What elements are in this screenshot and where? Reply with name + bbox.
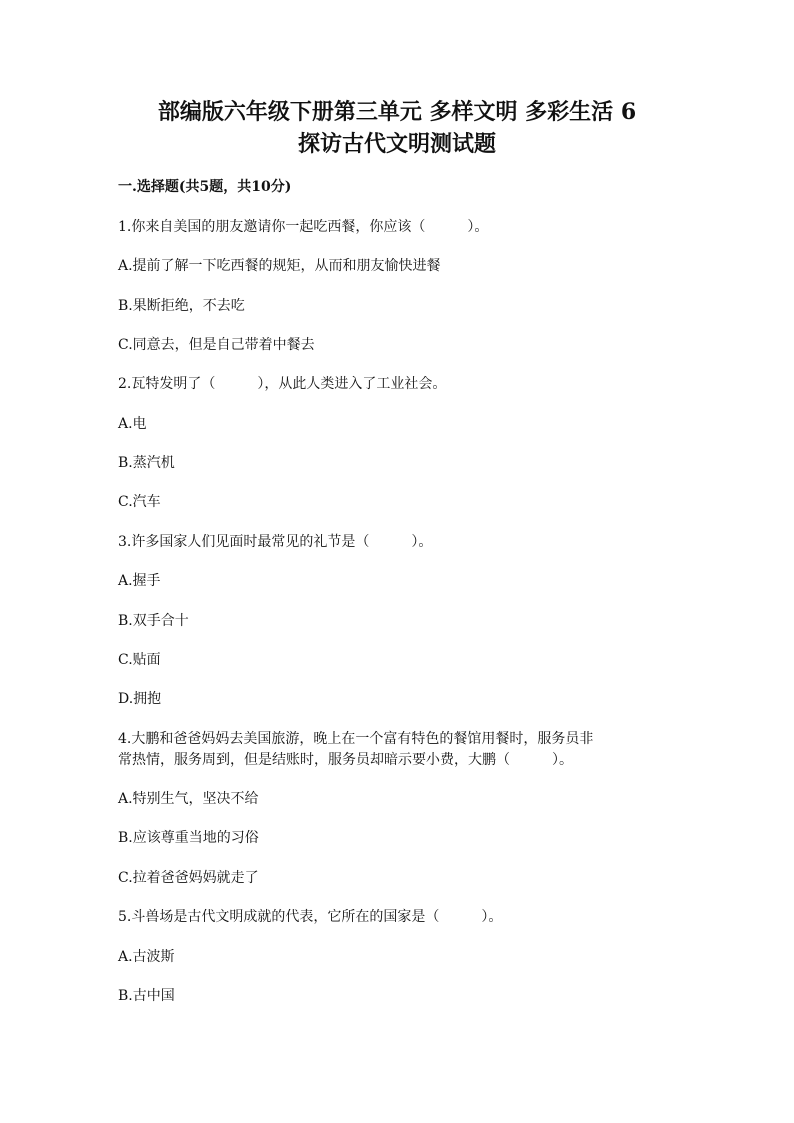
question-3-option-c: C.贴面 [118, 652, 161, 668]
question-3-option-d: D.拥抱 [118, 691, 162, 707]
question-2-option-b: B.蒸汽机 [118, 455, 175, 471]
question-4-option-b: B.应该尊重当地的习俗 [118, 830, 259, 846]
question-5-option-a: A.古波斯 [118, 949, 175, 965]
question-3-option-a: A.握手 [118, 573, 161, 589]
document-title-line2: 探访古代文明测试题 [297, 131, 496, 157]
question-2-stem: 2.瓦特发明了（ ），从此人类进入了工业社会。 [118, 376, 447, 392]
question-3-option-b: B.双手合十 [118, 613, 189, 629]
question-5-option-b: B.古中国 [118, 988, 175, 1004]
question-4-stem-line1: 4.大鹏和爸爸妈妈去美国旅游，晚上在一个富有特色的餐馆用餐时，服务员非 [118, 731, 594, 747]
question-4-option-a: A.特别生气，坚决不给 [118, 791, 259, 807]
question-1-option-a: A.提前了解一下吃西餐的规矩，从而和朋友愉快进餐 [118, 258, 441, 274]
question-4-stem-line2: 常热情，服务周到，但是结账时，服务员却暗示要小费，大鹏（ ）。 [118, 752, 573, 768]
question-5-stem: 5.斗兽场是古代文明成就的代表，它所在的国家是（ ）。 [118, 909, 503, 925]
question-4-option-c: C.拉着爸爸妈妈就走了 [118, 870, 259, 886]
document-title-line1: 部编版六年级下册第三单元 多样文明 多彩生活 6 [157, 99, 637, 125]
section-header: 一.选择题(共5题，共10分) [118, 179, 292, 195]
question-1-option-b: B.果断拒绝，不去吃 [118, 298, 245, 314]
question-1-option-c: C.同意去，但是自己带着中餐去 [118, 337, 315, 353]
question-1-stem: 1.你来自美国的朋友邀请你一起吃西餐，你应该（ ）。 [118, 219, 489, 235]
question-3-stem: 3.许多国家人们见面时最常见的礼节是（ ）。 [118, 534, 433, 550]
question-2-option-c: C.汽车 [118, 494, 161, 510]
question-2-option-a: A.电 [118, 416, 147, 432]
